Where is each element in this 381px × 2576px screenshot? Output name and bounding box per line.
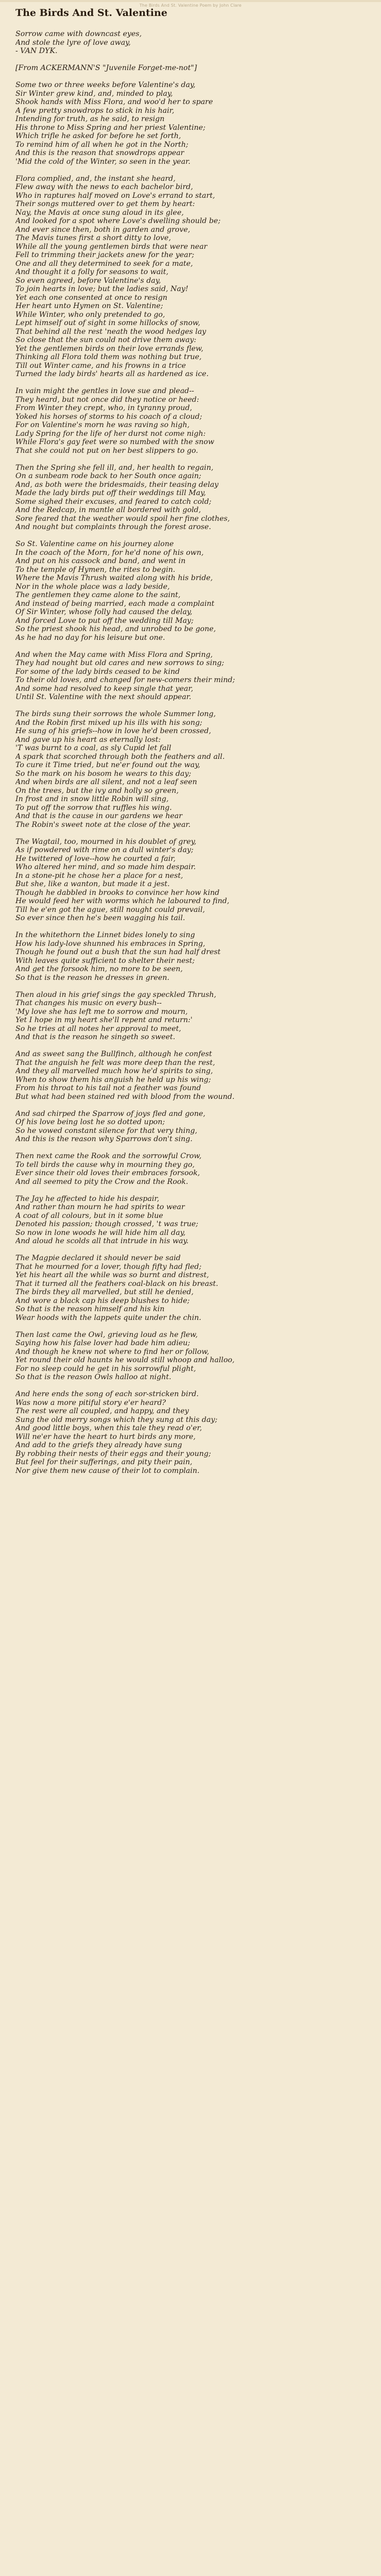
poem-line: And get the forsook him, no more to be seen, [15, 965, 183, 973]
poem-line: Till he e'en got the ague, still nought could prevail, [15, 905, 205, 914]
stanza-break [15, 532, 371, 540]
poem-line: In vain might the gentles in love sue and plead-- [15, 387, 194, 395]
poem-line: Nay, the Mavis at once sung aloud in its glee, [15, 208, 184, 217]
poem-line: As if powdered with rime on a dull winter's day; [15, 846, 194, 854]
poem-line: In frost and in snow little Robin will sing, [15, 795, 169, 803]
poem-line: Was now a more pitiful story e'er heard? [15, 1398, 166, 1407]
stanza-break [15, 455, 371, 464]
poem-line: He sung of his griefs--how in love he'd been crossed, [15, 727, 211, 735]
poem-line: And this is the reason that snowdrops appear [15, 149, 184, 157]
poem-line: How his lady-love shunned his embraces in Spring, [15, 939, 205, 948]
poem-line: From Winter they crept, who, in tyranny proud, [15, 404, 193, 412]
stanza-break [15, 1042, 371, 1050]
poem-line: 'My love she has left me to sorrow and mourn, [15, 1007, 188, 1016]
poem-line: - VAN DYK. [15, 47, 58, 55]
stanza-break [15, 1186, 371, 1195]
poem-line: From his throat to his tail not a feather was found [15, 1084, 201, 1092]
poem-line: That she could not put on her best slippers to go. [15, 446, 198, 455]
poem-line: Some two or three weeks before Valentine's day, [15, 81, 196, 89]
poem-line: 'Mid the cold of the Winter, so seen in the year. [15, 157, 190, 166]
poem-line: And as sweet sang the Bullfinch, although he confest [15, 1050, 212, 1058]
poem-line: Saying how his false lover had bade him adieu; [15, 1339, 190, 1347]
poem-line: For on Valentine's morn he was raving so high, [15, 421, 190, 429]
poem-line: And rather than mourn he had spirits to wear [15, 1203, 185, 1211]
stanza-break [15, 1322, 371, 1331]
poem-line: That he mourned for a lover, though fifty had fled; [15, 1262, 202, 1271]
poem-line: And, as both were the bridesmaids, their teasing delay [15, 480, 219, 489]
poem-line: So ever since then he's been wagging his tail. [15, 914, 185, 922]
poem-line: Of his love being lost he so dotted upon; [15, 1118, 165, 1126]
poem-line: And that is the cause in our gardens we hear [15, 812, 182, 820]
poem-line: His throne to Miss Spring and her priest Valentine; [15, 123, 205, 132]
poem-line: And nought but complaints through the forest arose. [15, 523, 212, 531]
stanza-break [15, 1382, 371, 1391]
poem-line: They had nought but old cares and new sorrows to sing; [15, 659, 224, 667]
poem-line: Sung the old merry songs which they sung at this day; [15, 1415, 218, 1424]
poem-line: To remind him of all when he got in the North; [15, 140, 188, 149]
poem-line: He would feed her with worms which he laboured to find, [15, 897, 230, 905]
poem-title: The Birds And St. Valentine [15, 7, 168, 19]
poem-line: Some sighed their excuses, and feared to catch cold; [15, 497, 212, 506]
poem-line: Sir Winter grew kind, and, minded to play, [15, 89, 173, 98]
poem-line: But what had been stained red with blood from the wound. [15, 1092, 235, 1101]
poem-line: Thinking all Flora told them was nothing but true, [15, 353, 202, 361]
stanza-break [15, 829, 371, 838]
poem-line: By robbing their nests of their eggs and their young; [15, 1449, 211, 1458]
poem-line: Then next came the Rook and the sorrowful Crow, [15, 1152, 202, 1160]
stanza-break [15, 56, 371, 64]
poem-line: Her heart unto Hymen on St. Valentine; [15, 302, 163, 310]
poem-line: A spark that scorched through both the feathers and all. [15, 752, 225, 761]
poem-line: To put off the sorrow that ruffles his wing. [15, 803, 172, 812]
poem-line: And thought it a folly for seasons to wait, [15, 268, 169, 276]
poem-line: So St. Valentine came on his journey alone [15, 540, 174, 548]
poem-line: Intending for truth, as he said, to resign [15, 115, 165, 123]
poem-line: He twittered of love--how he courted a fair, [15, 854, 176, 863]
poem-line: And some had resolved to keep single that year, [15, 684, 194, 693]
poem-line: The Magpie declared it should never be said [15, 1254, 181, 1262]
poem-line: Fell to trimming their jackets anew for the year; [15, 251, 195, 259]
poem-line: And put on his cassock and band, and went in [15, 557, 186, 565]
poem-line: Then the Spring she fell ill, and, her health to regain, [15, 463, 214, 472]
poem-line: To the temple of Hymen, the rites to begin. [15, 565, 176, 574]
poem-line: So he tries at all notes her approval to meet, [15, 1024, 181, 1033]
poem-line: Shook hands with Miss Flora, and woo'd her to spare [15, 98, 213, 106]
poem-line: And they all marvelled much how he'd spirits to sing, [15, 1067, 213, 1075]
poem-line: Lady Spring for the life of her durst not come nigh: [15, 429, 206, 438]
stanza-break [15, 642, 371, 651]
poem-line: Then last came the Owl, grieving loud as he flew, [15, 1330, 198, 1339]
poem-line: Where the Mavis Thrush waited along with his bride, [15, 574, 213, 582]
poem-line: Ever since their old loves their embraces forsook, [15, 1169, 200, 1177]
poem-line: Flora complied, and, the instant she heard, [15, 174, 176, 183]
poem-line: And aloud he scolds all that intrude in his way. [15, 1237, 189, 1245]
poem-line: And looked for a spot where Love's dwelling should be; [15, 217, 221, 225]
poem-line: Yet his heart all the while was so burnt and distrest, [15, 1271, 209, 1279]
stanza-break [15, 982, 371, 991]
poem-line: Then aloud in his grief sings the gay speckled Thrush, [15, 990, 217, 999]
poem-line: With leaves quite sufficient to shelter their nest; [15, 956, 195, 965]
poem-line: So that is the reason himself and his kin [15, 1305, 165, 1313]
poem-line: They heard, but not once did they notice or heed: [15, 395, 199, 404]
poem-line: That it turned all the feathers coal-black on his breast. [15, 1279, 218, 1288]
poem-line: Yet the gentlemen birds on their love errands flew, [15, 344, 204, 353]
poem-line: Who altered her mind, and so made him despair. [15, 863, 196, 871]
poem-line: And forced Love to put off the wedding till May; [15, 616, 194, 625]
poem-line: While Winter, who only pretended to go, [15, 310, 165, 319]
poem-line: And instead of being married, each made a complaint [15, 599, 215, 608]
poem-line: A few pretty snowdrops to stick in his hair, [15, 106, 175, 115]
poem-line: And sad chirped the Sparrow of joys fled and gone, [15, 1109, 205, 1118]
top-strip [0, 0, 381, 2]
poem-line: The Robin's sweet note at the close of the year. [15, 820, 191, 829]
poem-line: And the Redcap, in mantle all bordered with gold, [15, 506, 201, 514]
stanza-break [15, 1246, 371, 1255]
poem-line: So the priest shook his head, and unrobed to be gone, [15, 625, 216, 633]
stanza-break [15, 379, 371, 387]
poem-line: The birds they all marvelled, but still he denied, [15, 1288, 194, 1296]
poem-line: And that is the reason he singeth so sweet. [15, 1033, 176, 1041]
poem-line: And gave up his heart as eternally lost: [15, 735, 161, 744]
poem-line: Sore feared that the weather would spoil her fine clothes, [15, 514, 230, 523]
poem-line: The Jay he affected to hide his despair, [15, 1194, 160, 1203]
poem-line: So he vowed constant silence for that very thing, [15, 1126, 198, 1135]
poem-line: For no sleep could he get in his sorrowful plight, [15, 1364, 196, 1373]
poem-line: The Wagtail, too, mourned in his doublet of grey, [15, 837, 197, 846]
page-watermark: The Birds And St. Valentine Poem by John Clare [139, 3, 242, 8]
poem-line: And good little boys, when this tale they read o'er, [15, 1424, 202, 1432]
poem-line: And when birds are all silent, and not a leaf seen [15, 778, 197, 786]
poem-line: To join hearts in love; but the ladies said, Nay! [15, 285, 188, 293]
poem-line: To cure it Time tried, but ne'er found out the way, [15, 761, 200, 769]
poem-line: And when the May came with Miss Flora and Spring, [15, 650, 213, 659]
poem-line: For some of the lady birds ceased to be kind [15, 667, 180, 676]
poem-line: While Flora's gay feet were so numbed with the snow [15, 438, 215, 446]
poem-line: Lept himself out of sight in some hillocks of snow, [15, 319, 200, 327]
stanza-break [15, 1101, 371, 1110]
poem-line: In the whitethorn the Linnet bides lonely to sing [15, 931, 195, 939]
poem-line: And ever since then, both in garden and grove, [15, 225, 190, 234]
stanza-break [15, 73, 371, 81]
poem-line: In the coach of the Morn, for he'd none of his own, [15, 548, 204, 557]
poem-line: And here ends the song of each sor-stricken bird. [15, 1390, 199, 1398]
poem-line: Wear hoods with the lappets quite under the chin. [15, 1313, 201, 1322]
stanza-break [15, 166, 371, 175]
poem-line: Till out Winter came, and his frowns in a trice [15, 361, 186, 370]
poem-line: The birds sung their sorrows the whole Summer long, [15, 710, 216, 718]
poem-line: And all seemed to pity the Crow and the Rook. [15, 1177, 188, 1186]
poem-line: And this is the reason why Sparrows don't sing. [15, 1135, 193, 1143]
poem-line: Yoked his horses of storms to his coach of a cloud; [15, 412, 202, 421]
poem-line: A coat of all colours, but in it some blue [15, 1211, 163, 1220]
poem-line: So that is the reason he dresses in green. [15, 973, 169, 982]
poem-line: Sorrow came with downcast eyes, [15, 30, 142, 38]
poem-line: Turned the lady birds' hearts all as hardened as ice. [15, 370, 209, 378]
poem-line: Nor give them new cause of their lot to complain. [15, 1466, 200, 1475]
poem-body [15, 30, 371, 1475]
stanza-break [15, 702, 371, 710]
poem-line: So that is the reason Owls halloo at night. [15, 1373, 171, 1381]
poem-line: So the mark on his bosom he wears to this day; [15, 769, 192, 778]
poem-line: So close that the sun could not drive them away: [15, 336, 197, 344]
poem-line: And stole the lyre of love away, [15, 38, 131, 47]
poem-line: That the anguish he felt was more deep than the rest, [15, 1058, 215, 1067]
poem-line: [From ACKERMANN'S "Juvenile Forget-me-not"] [15, 64, 197, 72]
poem-line: And though he knew not where to find her or follow, [15, 1347, 210, 1356]
poem-line: And add to the griefs they already have sung [15, 1441, 182, 1449]
poem-line: And the Robin first mixed up his ills with his song; [15, 718, 202, 727]
poem-line: To their old loves, and changed for new-comers their mind; [15, 676, 235, 684]
poem-line: The gentlemen they came alone to the saint, [15, 591, 181, 599]
poem-line: Yet I hope in my heart she'll repent and return:' [15, 1016, 193, 1024]
poem-line: Yet each one consented at once to resign [15, 293, 168, 302]
poem-line: Denoted his passion; though crossed, 't was true; [15, 1220, 199, 1228]
poem-line: To tell birds the cause why in mourning they go, [15, 1160, 195, 1169]
poem-line: But feel for their sufferings, and pity their pain, [15, 1458, 193, 1466]
poem-line: Of Sir Winter, whose folly had caused the delay, [15, 608, 193, 616]
poem-line: As he had no day for his leisure but one. [15, 633, 165, 642]
poem-line: So even agreed, before Valentine's day, [15, 276, 161, 285]
poem-line: Until St. Valentine with the next should appear. [15, 693, 192, 701]
poem-line: On the trees, but the ivy and holly so green, [15, 786, 179, 795]
poem-line: On a sunbeam rode back to her South once again; [15, 472, 201, 480]
poem-line: Though he found out a bush that the sun had half drest [15, 948, 221, 956]
poem-line: Who in raptures half moved on Love's errand to start, [15, 191, 215, 200]
poem-line: One and all they determined to seek for a mate, [15, 259, 193, 268]
poem-line: That behind all the rest 'neath the wood hedges lay [15, 327, 206, 336]
poem-line: But she, like a wanton, but made it a jest. [15, 880, 170, 888]
poem-line: The Mavis tunes first a short ditty to love, [15, 234, 171, 242]
poem-line: Yet round their old haunts he would still whoop and halloo, [15, 1356, 235, 1364]
poem-line: 'T was burnt to a coal, as sly Cupid let fall [15, 744, 171, 752]
poem-line: Flew away with the news to each bachelor bird, [15, 183, 193, 191]
poem-line: Which trifle he asked for before he set forth, [15, 132, 181, 140]
poem-line: While all the young gentlemen birds that were near [15, 242, 207, 251]
poem-line: The rest were all coupled, and happy, and they [15, 1407, 189, 1415]
poem-line: So now in lone woods he will hide him all day, [15, 1228, 186, 1237]
poem-line: Will ne'er have the heart to hurt birds any more, [15, 1432, 196, 1441]
poem-line: In a stone-pit he chose her a place for a nest, [15, 871, 183, 880]
poem-line: Their songs muttered over to get them by heart: [15, 200, 195, 208]
poem-line: Made the lady birds put off their weddings till May, [15, 489, 206, 497]
poem-line: And wore a black cap his deep blushes to hide; [15, 1296, 190, 1305]
stanza-break [15, 1144, 371, 1153]
poem-line: Though he dabbled in brooks to convince her how kind [15, 888, 220, 897]
poem-line: Nor in the whole place was a lady beside, [15, 582, 170, 591]
poem-line: When to show them his anguish he held up his wing; [15, 1075, 211, 1084]
poem-line: That changes his music on every bush-- [15, 999, 162, 1007]
stanza-break [15, 923, 371, 931]
